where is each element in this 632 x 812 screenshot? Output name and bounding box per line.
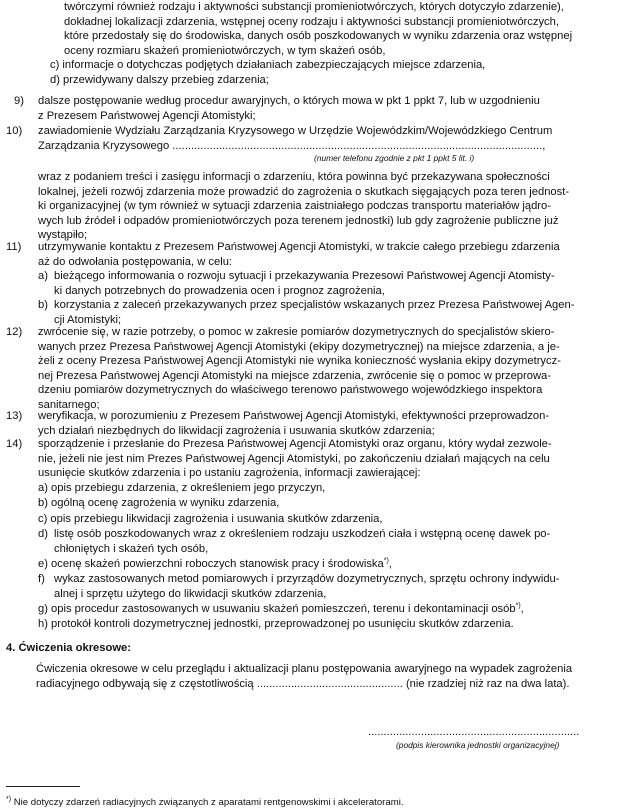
item-14f: f) wykaz zastosowanych metod pomiarowych i przyrządów dozymetrycznych, sprzętu ochrony indywidu- alnej i sprzętu użytego do likwidacji skutków zdarzenia, — [38, 573, 560, 600]
item-8d: d) przewidywany dalszy przebieg zdarzenia; — [50, 74, 269, 86]
item-11a: a) bieżącego informowania o rozwoju sytuacji i przekazywania Prezesowi Państwowej Agencji Atomisty- ki danych potrzebnych do prowadzenia ocen i prognoz zagrożenia, — [38, 270, 555, 297]
item-11: 11) utrzymywanie kontaktu z Prezesem Państwowej Agencji Atomistyki, w trakcie całego przebiegu zdarzenia aż do odwołania postępowania, w celu: — [6, 241, 560, 268]
item-14d: d) listę osób poszkodowanych wraz z określeniem rodzaju uszkodzeń ciała i wstępną ocenę dawek po- chłoniętych i skażeń tych osób, — [38, 528, 551, 555]
section-body: Ćwiczenia okresowe w celu przeglądu i aktualizacji planu postępowania awaryjnego na wypadek zagrożenia radiacyjnego odbywają się z częstotliwością ............................................... (nie rzadziej niż raz na dwa lata). — [36, 663, 573, 690]
item-14g: g) opis procedur zastosowanych w usuwaniu skażeń pomieszczeń, terenu i dekontaminacji osób*), — [38, 602, 524, 615]
item-8b-continuation: twórczymi również rodzaju i aktywności substancji promieniotwórczych, których dotyczyło zdarzenie), dokładnej lokalizacji zdarzenia, wstępnej oceny rodzaju i aktywności substancji promieniotwórczych, które przedostały się do środowiska, danych osób poszkodowanych w wyniku zdarzenia oraz wstępnej oceny rozmiaru skażeń promieniotwórczych, w tym skażeń osób, — [64, 1, 573, 57]
item-14: 14) sporządzenie i przesłanie do Prezesa Państwowej Agencji Atomistyki oraz organu, który wydał zezwole- nie, jeżeli nie jest nim Prezes Państwowej Agencji Atomistyki, po zakończeniu działań mających na celu usunięcie skutków zdarzenia i po ustaniu zagrożenia, informacji zawierającej: — [6, 438, 552, 480]
item-14h: h) protokół kontroli dozymetrycznej jednostki, przeprowadzonej po usunięciu skutków zdarzenia. — [38, 618, 514, 630]
item-14b: b) ogólną ocenę zagrożenia w wyniku zdarzenia, — [38, 497, 280, 509]
signature-line: .................................................................... — [368, 726, 580, 738]
item-10-continuation: wraz z podaniem treści i zasięgu informacji o zdarzeniu, która powinna być przekazywana społeczności lokalnej, jeżeli rozwój zdarzenia może prowadzić do zagrożenia o skutkach sięgających poza teren jednost- ki organizacyjnej (w tym również w sytuacji zdarzenia zaistniałego podczas transportu materiałów jądro- wych lub źródeł i odpadów promieniotwórczych poza terenem jednostki) lub gdy zagrożenie publiczne już wystąpiło; — [38, 171, 570, 242]
item-14a: a) opis przebiegu zdarzenia, z określeniem jego przyczyn, — [38, 482, 326, 494]
item-14e: e) ocenę skażeń powierzchni roboczych stanowisk pracy i środowiska*), — [38, 557, 392, 570]
item-9: 9) dalsze postępowanie według procedur awaryjnych, o których mowa w pkt 1 ppkt 7, lub w uzgodnieniu z Prezesem Państwowej Agencji Atomistyki; — [14, 95, 540, 122]
item-12: 12) zwrócenie się, w razie potrzeby, o pomoc w zakresie pomiarów dozymetrycznych do specjalistów skiero- wanych przez Prezesa Państwowej Agencji Atomistyki (ekipy dozymetrycznej) na miejsce zdarzenia, a je- żeli z oceny Prezesa Państwowej Agencji Atomistyki nie wynika konieczność wysłania ekipy dozymetrycz- nej Prezesa Państwowej Agencji Atomistyki na miejsce zdarzenia, zwrócenie się o pomoc w przeprowa- dzeniu pomiarów dozymetrycznych do właściwego terenowo państwowego wojewódzkiego inspektora sanitarnego; — [6, 326, 561, 411]
item-14c: c) opis przebiegu likwidacji zagrożenia i usuwania skutków zdarzenia, — [38, 513, 383, 525]
footnote-rule — [6, 786, 80, 787]
footnote: *) Nie dotyczy zdarzeń radiacyjnych związanych z aparatami rentgenowskimi i akceleratorami. — [6, 795, 404, 808]
item-10: 10) zawiadomienie Wydziału Zarządzania Kryzysowego w Urzędzie Wojewódzkim/Wojewódzkiego Centrum Zarządzania Kryzysowego ......................................................................................................................., — [6, 125, 553, 152]
item-11b: b) korzystania z zaleceń przekazywanych przez specjalistów wskazanych przez Prezesa Państwowej Agen- cji Atomistyki; — [38, 299, 575, 326]
phone-note: (numer telefonu zgodnie z pkt 1 ppkt 5 lit. i) — [314, 153, 475, 163]
item-13: 13) weryfikacja, w porozumieniu z Prezesem Państwowej Agencji Atomistyki, efektywności przeprowadzon- ych działań niezbędnych do likwidacji zagrożenia i usuwania skutków zdarzenia; — [6, 410, 550, 437]
item-8c: c) informacje o dotychczas podjętych działaniach zabezpieczających miejsce zdarzenia, — [50, 59, 486, 71]
section-heading: 4. Ćwiczenia okresowe: — [6, 642, 131, 654]
signature-caption: (podpis kierownika jednostki organizacyjnej) — [396, 740, 560, 750]
